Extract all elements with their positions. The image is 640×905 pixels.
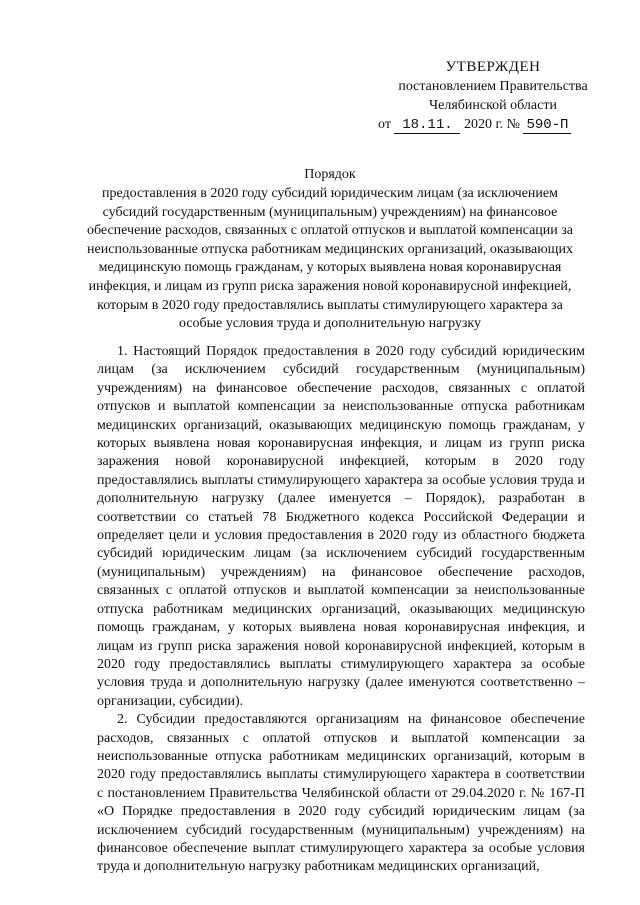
approval-stamp (378, 58, 608, 134)
paragraph-2: 2. Субсидии предоставляются организациям на финансовое обеспечение расходов, связанных с оплатой отпусков и выплатой компенсации за неиспользованные отпуска работникам медицинских организаций, которым в 2020 году предоставлялись выплаты стимулирующего характера в соответствии с постановлением Правительства Челябинской области от 29.04.2020 г. № 167-П «О Порядке предоставления в 2020 году субсидий юридическим лицам (за исключением субсидий государственным (муниципальным) учреждениям) на финансовое обеспечение выплат стимулирующего характера за особые условия труда и дополнительную нагрузку работникам медицинских организаций, (97, 712, 585, 875)
paragraph-1: 1. Настоящий Порядок предоставления в 2020 году субсидий юридическим лицам (за исключением субсидий государственным (муниципальным) учреждениям) на финансовое обеспечение расходов, связанных с оплатой отпусков и выплатой компенсации за неиспользованные отпуска работникам медицинских организаций, оказывающих медицинскую помощь гражданам, у которых выявлена новая коронавирусная инфекция, и лицам из групп риска заражения новой коронавирусной инфекцией, которым в 2020 году предоставлялись выплаты стимулирующего характера за особые условия труда и дополнительную нагрузку (далее именуется – Порядок), разработан в соответствии со статьей 78 Бюджетного кодекса Российской Федерации и определяет цели и условия предоставления в 2020 году из областного бюджета субсидий юридическим лицам (за исключением субсидий государственным (муниципальным) учреждениям) на финансовое обеспечение расходов, связанных с оплатой отпусков и выплатой компенсации за неиспользованные отпуска работникам медицинских организаций, оказывающих медицинскую помощь гражданам, у которых выявлена новая коронавирусная инфекция, и лицам из групп риска заражения новой коронавирусной инфекцией, которым в 2020 году предоставлялись выплаты стимулирующего характера за особые условия труда и дополнительную нагрузку (далее именуются соответственно – организации, субсидии). (97, 344, 585, 709)
approval-region: Челябинской области (429, 98, 557, 113)
approval-date-line (378, 115, 608, 134)
date-prefix: от (378, 117, 391, 132)
approval-authority: постановлением Правительства (398, 79, 588, 94)
approval-number: 590-П (523, 118, 571, 134)
approval-date: 18.11. (394, 118, 460, 134)
approval-heading: УТВЕРЖДЕН (445, 59, 541, 75)
year-text: 2020 г. № (463, 117, 520, 132)
document-body (97, 343, 585, 877)
document-subtitle: предоставления в 2020 году субсидий юридическим лицам (за исключением субсидий государственным (муниципальным) учреждениям) на финансовое обеспечение расходов, связанных с оплатой отпусков и выплатой компенсации за неиспользованные отпуска работникам медицинских организаций, оказывающих медицинскую помощь гражданам, у которых выявлена новая коронавирусная инфекция, и лицам из групп риска заражения новой коронавирусной инфекцией, которым в 2020 году предоставлялись выплаты стимулирующего характера за особые условия труда и дополнительную нагрузку (86, 186, 574, 332)
document-title: Порядок (304, 167, 356, 182)
